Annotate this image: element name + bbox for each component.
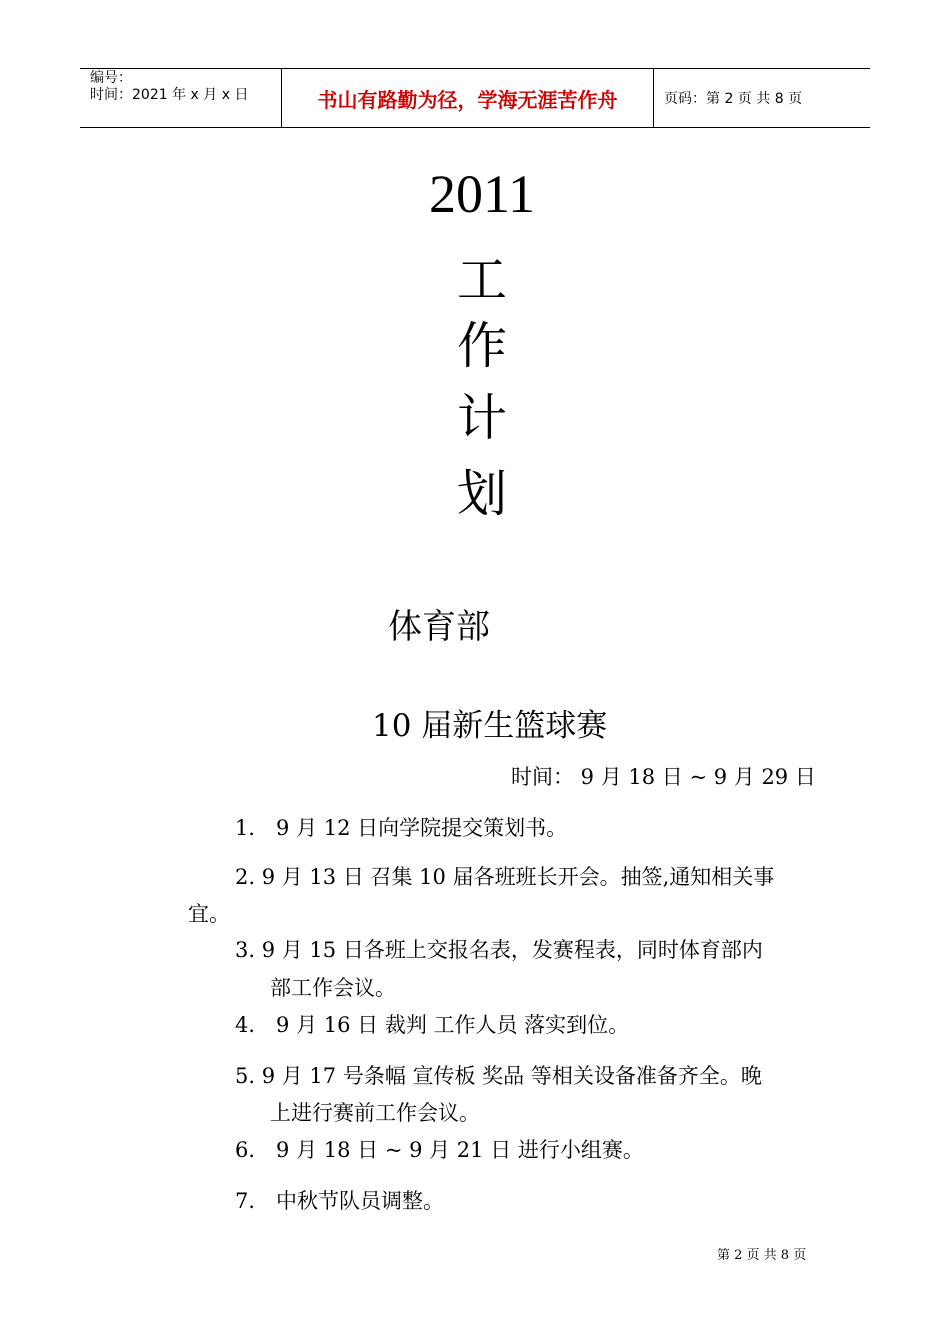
list-item: 4． 9 月 16 日 裁判 工作人员 落实到位。 xyxy=(235,1013,630,1037)
list-item: 5. 9 月 17 号条幅 宣传板 奖品 等相关设备准备齐全。晚 xyxy=(235,1064,762,1088)
list-item: 2. 9 月 13 日 召集 10 届各班班长开会。抽签,通知相关事 xyxy=(235,865,775,889)
title-char-2: 作 xyxy=(457,317,507,375)
header-page xyxy=(654,69,870,127)
title-char-3: 计 xyxy=(457,389,507,447)
event-title: 10 届新生篮球赛 xyxy=(372,708,608,744)
motto-text: 书山有路勤为径，学海无涯苦作舟 xyxy=(317,87,618,112)
number-label: 编号： xyxy=(90,70,132,86)
time-label: 时间：2021 年 x 月 x 日 xyxy=(90,87,249,103)
list-item-continuation: 宜。 xyxy=(188,902,230,926)
title-year: 2011 xyxy=(429,164,535,224)
page-footer: 第 2 页 共 8 页 xyxy=(717,1248,807,1263)
title-char-4: 划 xyxy=(457,465,507,523)
list-item: 1． 9 月 12 日向学院提交策划书。 xyxy=(235,816,568,840)
list-item: 6． 9 月 18 日 ~ 9 月 21 日 进行小组赛。 xyxy=(235,1138,644,1162)
list-item: 7． 中秋节队员调整。 xyxy=(235,1189,445,1213)
event-time: 时间： 9 月 18 日 ~ 9 月 29 日 xyxy=(511,765,816,789)
header-motto xyxy=(282,69,654,127)
list-item-continuation: 上进行赛前工作会议。 xyxy=(270,1101,480,1125)
title-char-1: 工 xyxy=(457,251,507,309)
page-label: 页码：第 2 页 共 8 页 xyxy=(664,91,803,107)
department-heading: 体育部 xyxy=(388,607,490,647)
page-header xyxy=(80,68,870,128)
header-meta xyxy=(80,69,282,127)
list-item: 3. 9 月 15 日各班上交报名表，发赛程表，同时体育部内 xyxy=(235,938,763,962)
list-item-continuation: 部工作会议。 xyxy=(270,976,396,1000)
